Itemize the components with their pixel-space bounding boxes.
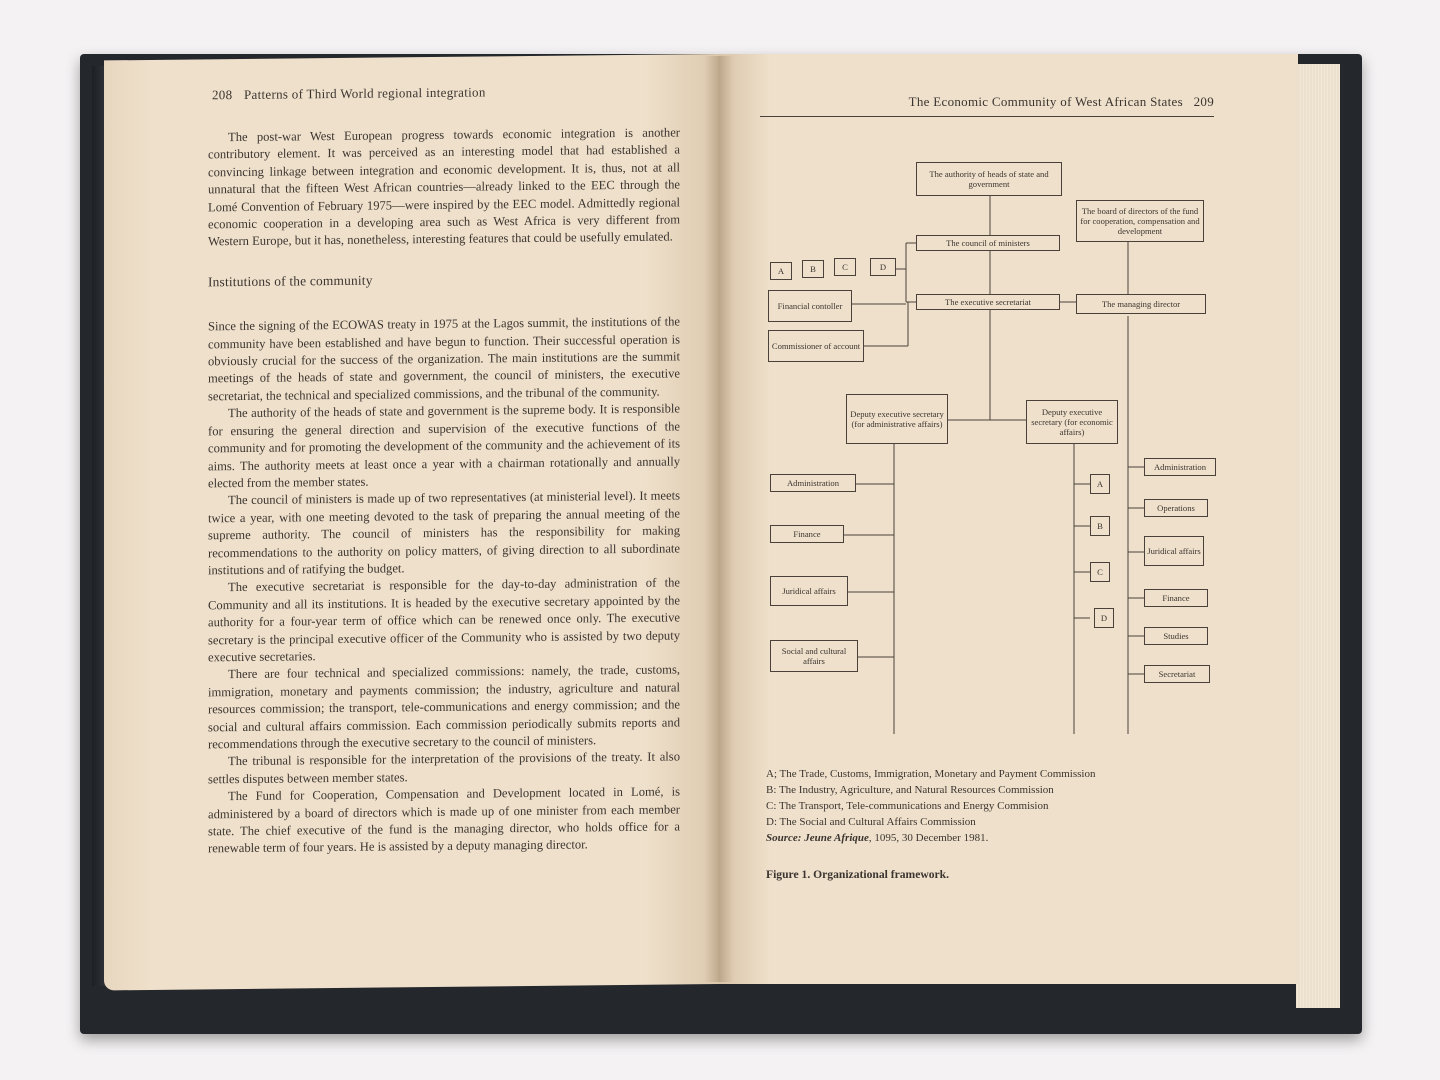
fund-unit-juridical: Juridical affairs — [1144, 536, 1204, 566]
econ-unit-c: C — [1090, 562, 1110, 582]
figure-source — [766, 830, 1226, 846]
managing-director-box: The managing director — [1076, 294, 1206, 314]
source-label: Source: — [766, 832, 802, 844]
authority-box: The authority of heads of state and government — [916, 162, 1062, 196]
legend-item: A; The Trade, Customs, Immigration, Monetary and Payment Commission — [766, 768, 1096, 780]
admin-unit-finance: Finance — [770, 525, 844, 543]
paragraph: There are four technical and specialized commissions: namely, the trade, customs, immigration, monetary and payments commission; the industry, agriculture and natural resources commission; the transport, tele-communications and energy commission; and the social and cultural affairs commission. Each commission periodically submits reports and recommendations through the executive secretary to the council of ministers. — [208, 662, 680, 752]
paragraph: The council of ministers is made up of two representatives (at ministerial level). It meets twice a year, with one meeting devoted to the task of preparing the annual meeting of the supreme authority. The council of ministers has the responsibility for making recommendations to the authority on policy matters, of giving direction to all subordinate institutions and of ratifying the budget. — [208, 488, 680, 578]
fund-unit-secretariat: Secretariat — [1144, 665, 1210, 683]
paragraph: The executive secretariat is responsible for the day-to-day administration of the Community and all its institutions. It is headed by the executive secretary appointed by the authority for a four-year term of office which can be renewed once only. The executive secretary is the principal executive officer of the Community who is assisted by two deputy executive secretaries. — [208, 575, 680, 665]
commission-a-box: A — [770, 262, 792, 280]
left-running-head — [212, 84, 486, 103]
figure-caption: Figure 1. Organizational framework. — [766, 868, 950, 881]
paragraph: The Fund for Cooperation, Compensation and Development located in Lomé, is administered by a board of directors which is made up of one minister from each member state. The chief executive of the fund is the managing director, who holds office for a renewable term of four years. He is assisted by a deputy managing director. — [208, 784, 680, 856]
right-page-number: 209 — [1193, 94, 1214, 109]
source-title: Jeune Afrique — [804, 832, 869, 844]
commission-d-box: D — [870, 258, 896, 276]
econ-unit-a: A — [1090, 474, 1110, 494]
paragraph: The tribunal is responsible for the interpretation of the provisions of the treaty. It also settles disputes between member states. — [208, 749, 680, 787]
fund-unit-studies: Studies — [1144, 627, 1208, 645]
left-body-text — [208, 124, 680, 858]
paragraph: Since the signing of the ECOWAS treaty in 1975 at the Lagos summit, the institutions of the community have been established and have begun to function. Their successful operation is obviously crucial for the success of the organization. The main institutions are the summit meetings of the heads of state and government, the council of ministers, the executive secretariat, the technical and specialized commissions, and the tribunal of the community. — [208, 314, 680, 404]
econ-unit-b: B — [1090, 516, 1110, 536]
right-running-title: The Economic Community of West African States — [908, 94, 1183, 109]
board-box: The board of directors of the fund for cooperation, compensation and development — [1076, 200, 1204, 242]
commissioner-of-account-box: Commissioner of account — [768, 330, 864, 362]
admin-unit-social-cultural: Social and cultural affairs — [770, 640, 858, 672]
org-chart — [758, 154, 1228, 754]
book-gutter — [704, 56, 734, 982]
commission-c-box: C — [834, 258, 856, 276]
left-page-number: 208 — [212, 87, 233, 103]
admin-unit-juridical: Juridical affairs — [770, 576, 848, 606]
council-box: The council of ministers — [916, 235, 1060, 251]
fund-unit-finance: Finance — [1144, 589, 1208, 607]
figure-legend — [766, 766, 1226, 846]
right-page — [718, 54, 1298, 984]
section-heading: Institutions of the community — [208, 272, 373, 290]
source-detail: , 1095, 30 December 1981. — [868, 832, 989, 844]
paragraph: The authority of the heads of state and government is the supreme body. It is responsible for ensuring the general direction and supervision of the executive functions of the community and for promoting the development of the community and the achievement of its aims. The authority meets at least once a year with a chairman rotationally and annually elected from the member states. — [208, 401, 680, 491]
legend-item: C: The Transport, Tele-communications and Energy Commision — [766, 800, 1049, 812]
right-running-head — [909, 94, 1214, 110]
left-running-title: Patterns of Third World regional integration — [243, 84, 486, 102]
deputy-econ-box: Deputy executive secretary (for economic affairs) — [1026, 400, 1118, 444]
fund-unit-administration: Administration — [1144, 458, 1216, 476]
paragraph-intro: The post-war West European progress towards economic integration is another contributory element. It was perceived as an interesting model that had established a convincing linkage between integration and economic development. It is, thus, not at all unnatural that the fifteen West African countries—already linked to the EEC through the Lomé Convention of February 1975—were inspired by the EEC model. Admittedly regional economic cooperation in a developing area such as West Africa is very different from Western Europe, but it has, nonetheless, interesting features that could be usefully emulated. — [208, 125, 680, 249]
deputy-admin-box: Deputy executive secretary (for administrative affairs) — [846, 394, 948, 444]
legend-item: B: The Industry, Agriculture, and Natural Resources Commission — [766, 784, 1054, 796]
fund-unit-operations: Operations — [1144, 499, 1208, 517]
financial-controller-box: Financial contoller — [768, 290, 852, 322]
header-rule — [760, 116, 1214, 117]
commission-b-box: B — [802, 260, 824, 278]
econ-unit-d: D — [1094, 608, 1114, 628]
legend-item: D: The Social and Cultural Affairs Commission — [766, 816, 976, 828]
admin-unit-administration: Administration — [770, 474, 856, 492]
left-page — [104, 54, 718, 990]
executive-secretariat-box: The executive secretariat — [916, 294, 1060, 310]
page-stack-edge — [1296, 64, 1340, 1008]
